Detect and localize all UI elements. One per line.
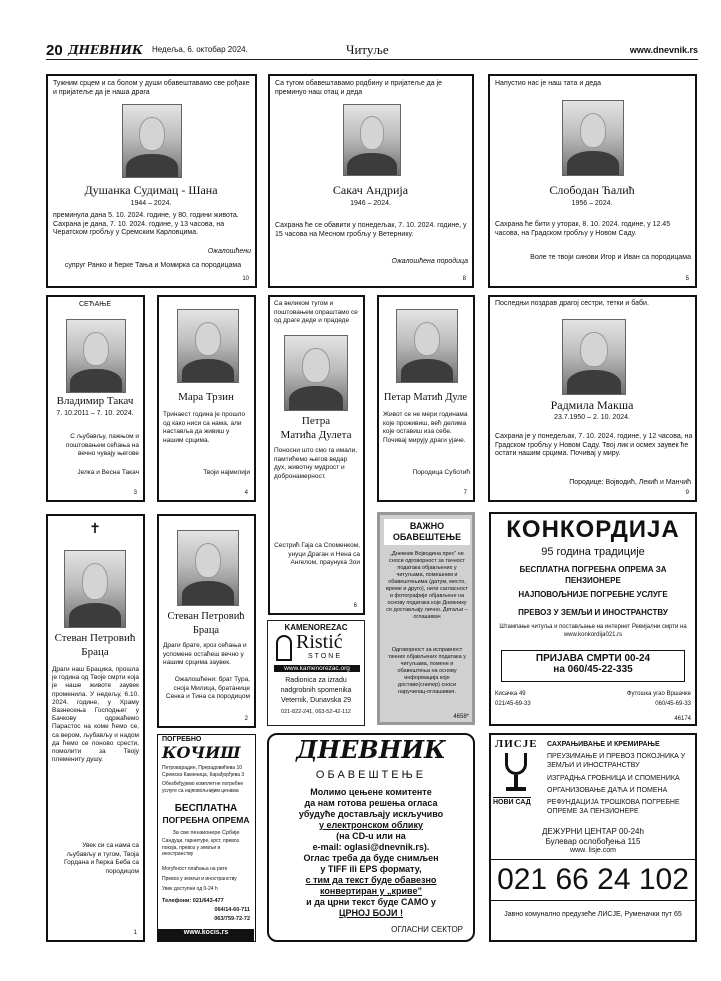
portrait-photo bbox=[562, 100, 624, 176]
lisje-service-1: САХРАЊИВАЊЕ И КРЕМИРАЊЕ bbox=[547, 741, 660, 748]
kocis-line-3: Сандуци, гарнитуре, крст, превоз покоја, превоз у земљи и иностранству bbox=[162, 838, 239, 857]
deceased-name: Владимир Такач bbox=[56, 395, 134, 407]
konkordija-title: КОНКОРДИЈА bbox=[506, 516, 680, 543]
life-years: 1944 – 2024. bbox=[130, 200, 172, 207]
lisje-center: ДЕЖУРНИ ЦЕНТАР 00-24h bbox=[542, 827, 644, 836]
portrait-photo bbox=[396, 309, 458, 383]
konkordija-line-1: БЕСПЛАТНА ПОГРЕБНА ОПРЕМА ЗА ПЕНЗИОНЕРЕ bbox=[519, 565, 667, 585]
obituary-text: Тринаест година је прошло од како ниси са нама, али наставља да живиш у нашим срцима. bbox=[163, 411, 246, 444]
death-report-box bbox=[501, 650, 685, 682]
portrait-photo bbox=[66, 319, 126, 393]
lisje-address: Булевар ослобођења 115 bbox=[545, 837, 641, 846]
kocis-line-2: За све пензионере Србије bbox=[172, 830, 240, 836]
ad-sector-label: ОГЛАСНИ СЕКТОР bbox=[391, 925, 463, 934]
konkordija-line-2: НАЈПОВОЉНИЈЕ ПОГРЕБНЕ УСЛУГЕ bbox=[518, 590, 668, 599]
deceased-name: Стеван Петровић bbox=[54, 632, 136, 644]
portrait-photo bbox=[343, 104, 401, 176]
obituary-1 bbox=[46, 514, 145, 942]
family-signature: Сестрић Гаја са Споменком, унуци Драган и Нена са Ангелом, праунука Зои bbox=[274, 542, 360, 566]
family-signature: Увек си са нама са љубављу и тугом, Твоја Гордана и ћерка Беба са породицом bbox=[64, 842, 139, 875]
obituary-8 bbox=[268, 74, 474, 288]
family-signature: Ожалошћени: брат Тура, сноја Милица, братанице Сенка и Тина са породицом bbox=[165, 676, 250, 700]
remembrance-label: СЕЋАЊЕ bbox=[78, 301, 112, 308]
obituary-5 bbox=[488, 74, 697, 288]
obituary-text: Сахрана ће се обавити у понедељак, 7. 10. 2024. године, у 15 часова на Месном гробљу у Ветернику. bbox=[275, 222, 467, 238]
notice-line-8: у TIFF ili EPS формату, bbox=[320, 864, 422, 874]
deceased-full-name: Матића Дулета bbox=[280, 429, 352, 441]
obituary-text: Живот се не мери годинама које проживиш, већ делима које оставиш иза себе. Почивај мирују драги ујаче. bbox=[383, 411, 468, 444]
office-2-phone: 060/45-69-33 bbox=[655, 701, 691, 707]
office-1-phone: 021/45-69-33 bbox=[495, 701, 531, 707]
lisje-service-4: ОРГАНИЗОВАЊЕ ДАЋА И ПОМЕНА bbox=[547, 787, 668, 794]
kocis-address: Петроварадин, Прерадовићева 10 Сремска Каменица, Карађорђева 3 bbox=[162, 765, 245, 778]
family-signature: Породице: Војводић, Лекић и Манчић bbox=[569, 479, 691, 486]
deceased-name: Стеван Петровић bbox=[167, 611, 245, 622]
konkordija-line-4: Штампање читуља и постављање на интернет Ревијални смрти на www.konkordija021.rs bbox=[499, 624, 687, 638]
page-number: 20 bbox=[46, 42, 63, 59]
lisje-phone[interactable]: 021 66 24 102 bbox=[491, 859, 695, 901]
obituary-intro: Тужним срцем и са болом у души обавештавамо све рођаке и пријатеље да је наша драга bbox=[53, 80, 250, 96]
notice-line-4: у електронском облику bbox=[319, 820, 423, 830]
ad-number: 3 bbox=[133, 490, 137, 496]
ad-number: 1 bbox=[133, 930, 137, 936]
kocis-phone-3: 063/759-72-72 bbox=[214, 916, 250, 922]
deceased-nickname: Браца bbox=[192, 625, 220, 636]
ristic-address: Veternik, Dunavska 29 bbox=[280, 697, 352, 704]
ristic-line-1: Radionica za izradu bbox=[285, 677, 347, 684]
page-header bbox=[46, 40, 698, 60]
life-years: 1946 – 2024. bbox=[350, 200, 391, 207]
deceased-nickname: Браца bbox=[81, 646, 109, 658]
obituary-text: Сахрана ће бити у уторак, 8. 10. 2024. године, у 12.45 часова, на Градском гробљу у Новом Саду. bbox=[495, 221, 671, 237]
kocis-line-6: Увек доступни од 0-24 h bbox=[162, 886, 218, 892]
dnevnik-notice-ad bbox=[267, 733, 475, 942]
obituary-intro: Са великом тугом и поштовањем опраштамо се од драге деде и прадеде bbox=[274, 300, 358, 324]
life-years: 1956 – 2024. bbox=[571, 200, 613, 207]
kocis-line-1: Обезбеђујемо комплетне погребне услуге са најповољнијим ценама bbox=[162, 781, 244, 794]
ad-number: 7 bbox=[463, 490, 467, 496]
family-signature: Твоји најмилији bbox=[203, 469, 250, 476]
dnevnik-title: ДНЕВНИК bbox=[296, 735, 446, 764]
kocis-line-5: Превоз у земљи и иностранству bbox=[162, 876, 237, 882]
notice-text-1: „Дневник Војводина прес” не сноси одговорност за тачност података објављених у читуљама, помешним и обавештењима (датум, место, време и друго), нити сагласност и фотографије објављене на основу података које Дневнику се достављају лично. Детаљи – оглашивач bbox=[385, 551, 469, 620]
obituary-4 bbox=[157, 295, 256, 502]
ristic-logo-mark bbox=[276, 635, 292, 661]
site-url[interactable]: www.dnevnik.rs bbox=[629, 45, 698, 55]
obituary-intro: Последњи поздрав драгој сестри, тетки и баби. bbox=[495, 300, 649, 307]
obituary-text: преминула дана 5. 10. 2024. године, у 80. години живота. Сахрана је дана, 7. 10. 2024. године, у 13 часова, на Чератском гробљу у Сремским Карловцима. bbox=[53, 212, 239, 236]
obituary-3 bbox=[46, 295, 145, 502]
obituary-text: Поносни што смо га имали, памтићемо његов ведар дух, животну мудрост и добронамерност. bbox=[274, 447, 358, 480]
portrait-photo bbox=[64, 550, 126, 628]
konkordija-line-3: ПРЕВОЗ У ЗЕМЉИ И ИНОСТРАНСТВУ bbox=[518, 608, 668, 617]
ad-number: 8 bbox=[462, 276, 466, 282]
ristic-top: KAMENOREZAC bbox=[284, 623, 348, 632]
lisje-city: НОВИ САД bbox=[493, 799, 531, 806]
ad-number: 10 bbox=[242, 276, 249, 282]
portrait-photo bbox=[562, 319, 626, 395]
cross-icon: ✝ bbox=[89, 520, 101, 536]
obituary-10 bbox=[46, 74, 257, 288]
ristic-website[interactable]: www.kamenorezac.org bbox=[274, 665, 360, 672]
kocis-phone-1: Телефони: 021/643-477 bbox=[162, 898, 224, 904]
ad-number: 2 bbox=[244, 716, 248, 722]
lisje-logo-icon bbox=[501, 753, 531, 793]
deceased-name: Душанка Судимац - Шана bbox=[84, 183, 218, 197]
notice-line-11: и да црни текст буде САМО у bbox=[306, 897, 436, 907]
lisje-service-5: РЕФУНДАЦИЈА ТРОШКОВА ПОГРЕБНЕ ОПРЕМЕ ЗА ПЕНЗИОНЕРЕ bbox=[547, 799, 680, 815]
notice-text-2: Одговорност за исправност тачних објављених података у читуљама, помене и обавештења на основу информација које доставе(снипер) сноси наручилац-оглашивач. bbox=[388, 647, 466, 695]
kocis-free-1: БЕСПЛАТНА bbox=[174, 803, 238, 814]
ristic-name: Ristić bbox=[296, 631, 343, 653]
deceased-name: Петар Матић Дуле bbox=[383, 392, 468, 403]
family-signature: Ожалошћена породица bbox=[391, 258, 468, 265]
lisje-service-3: ИЗГРАДЊА ГРОБНИЦА И СПОМЕНИКА bbox=[547, 775, 680, 782]
death-report-phone[interactable]: на 060/45-22-335 bbox=[553, 664, 633, 675]
portrait-photo bbox=[177, 530, 239, 606]
obituary-9 bbox=[488, 295, 697, 502]
notice-title: ВАЖНО ОБАВЕШТЕЊЕ bbox=[384, 519, 470, 545]
obituary-text: Драги наш Брацика, прошла је година од Твоје смрти која је наше животе заувек променила. У недељу, 6.10. 2024. године, у Храму Вазнесења Господњег у Бачкову одржаћемо Парастос на коме ћемо се, са вером, љубављу и надом да ћемо се поново срести, помолити за Твоју племениту душу. bbox=[52, 666, 139, 764]
kocis-top: ПОГРЕБНО bbox=[162, 736, 202, 743]
family-signature: супруг Ранко и ћерке Тања и Момирка са породицама bbox=[64, 262, 242, 269]
ristic-line-2: nadgrobnih spomenika bbox=[280, 687, 352, 694]
ad-number: 4658* bbox=[453, 714, 469, 720]
obituary-intro: Са тугом обавештавамо родбину и пријатеље да је преминуо наш отац и деда bbox=[275, 80, 443, 96]
ristic-stone-ad bbox=[267, 620, 365, 726]
signature-label: Ожалошћени bbox=[207, 248, 251, 255]
issue-date: Недеља, 6. октобар 2024. bbox=[152, 45, 248, 54]
konkordija-subtitle: 95 година традиције bbox=[541, 546, 645, 558]
notice-line-3: убудуће достављају искључиво bbox=[298, 809, 444, 819]
ad-number: 6 bbox=[353, 603, 357, 609]
ad-number: 46174 bbox=[674, 716, 691, 722]
lisje-footer: Јавно комунално предузеће ЛИСЈЕ, Руменачки пут 65 bbox=[504, 911, 682, 918]
notice-line-12: ЦРНОЈ БОЈИ ! bbox=[338, 908, 404, 918]
kocis-free-2: ПОГРЕБНА ОПРЕМА bbox=[162, 815, 250, 825]
office-1-address: Кисачка 49 bbox=[495, 691, 526, 697]
life-years: 23.7.1950 – 2. 10. 2024. bbox=[554, 414, 630, 421]
office-2-address: Футошка угао Вршачке bbox=[626, 691, 691, 697]
lisje-service-2: ПРЕУЗИМАЊЕ И ПРЕВОЗ ПОКОЈНИКА У ЗЕМЉИ И ИНОСТРАНСТВУ bbox=[547, 753, 686, 769]
obituary-text: Драги брате, кроз сећања и успомене остаћеш вечно у нашим срцима заувек. bbox=[163, 642, 247, 666]
kocis-line-4: Могућност плаћања на рате bbox=[162, 866, 228, 872]
deceased-name: Сакач Андрија bbox=[332, 183, 409, 197]
kocis-website[interactable]: www.kocis.rs bbox=[158, 929, 254, 941]
ristic-stone: STONE bbox=[308, 653, 342, 660]
lisje-name: ЛИСЈЕ bbox=[495, 738, 538, 750]
konkordija-ad bbox=[489, 512, 697, 726]
deceased-name: Мара Трзин bbox=[178, 391, 234, 403]
brand-logo: ДНЕВНИК bbox=[68, 43, 143, 57]
obituary-2 bbox=[157, 514, 256, 728]
obituary-text: С љубављу, пажњом и поштовањем сећања на вечно чувају његове bbox=[65, 433, 139, 457]
ad-number: 4 bbox=[244, 490, 248, 496]
ristic-phone: 021-822-241, 063-52-42-112 bbox=[281, 709, 351, 715]
lisje-website[interactable]: www. lisje.com bbox=[570, 847, 616, 854]
obituary-7 bbox=[377, 295, 475, 502]
kocis-name: КОЧИШ bbox=[162, 743, 241, 762]
obituary-intro: Напустио нас је наш тата и деда bbox=[495, 80, 602, 87]
notice-line-9: с тим да текст буде обавезно bbox=[305, 875, 437, 885]
notice-line-2: да нам готова решења огласа bbox=[304, 798, 438, 808]
kocis-phone-2: 064/14-60-711 bbox=[214, 907, 250, 913]
death-report-title[interactable]: ПРИЈАВА СМРТИ 00-24 bbox=[535, 653, 651, 664]
notice-line-5: (на CD-u или на bbox=[336, 831, 406, 841]
ad-number: 5 bbox=[685, 276, 689, 282]
portrait-photo bbox=[177, 309, 239, 383]
life-years: 7. 10.2011 – 7. 10. 2024. bbox=[56, 410, 134, 417]
section-title: Читуље bbox=[346, 42, 389, 57]
lisje-ad bbox=[489, 733, 697, 942]
important-notice-ad bbox=[377, 512, 475, 725]
ad-number: 9 bbox=[685, 490, 689, 496]
notice-line-1: Молимо цењене комитенте bbox=[310, 787, 432, 797]
family-signature: Воле те твоји синови Игор и Иван са породицама bbox=[530, 254, 691, 261]
kocis-funeral-ad bbox=[157, 734, 256, 942]
notice-line-10: конвертиран у „криве” bbox=[320, 886, 422, 896]
notice-email[interactable]: e-mail: oglasi@dnevnik.rs). bbox=[312, 842, 430, 852]
family-signature: Јелка и Весна Такач bbox=[77, 469, 139, 476]
portrait-photo bbox=[122, 104, 182, 178]
deceased-name: Радмила Макша bbox=[550, 398, 634, 412]
dnevnik-subtitle: ОБАВЕШТЕЊЕ bbox=[315, 769, 427, 781]
obituary-6 bbox=[268, 295, 365, 615]
deceased-name: Слободан Ћалић bbox=[549, 183, 635, 197]
obituary-text: Сахрана је у понедељак, 7. 10. 2024. године, у 12 часова, на Градском гробљу у Новом Саду. Твој лик и осмех заувек ће остати нашим срцима. Почивај у миру. bbox=[495, 433, 693, 457]
deceased-first-name: Петра bbox=[301, 415, 331, 427]
family-signature: Породица Суботић bbox=[412, 469, 470, 476]
notice-line-7: Оглас треба да буде снимљен bbox=[303, 853, 439, 863]
portrait-photo bbox=[284, 335, 348, 411]
